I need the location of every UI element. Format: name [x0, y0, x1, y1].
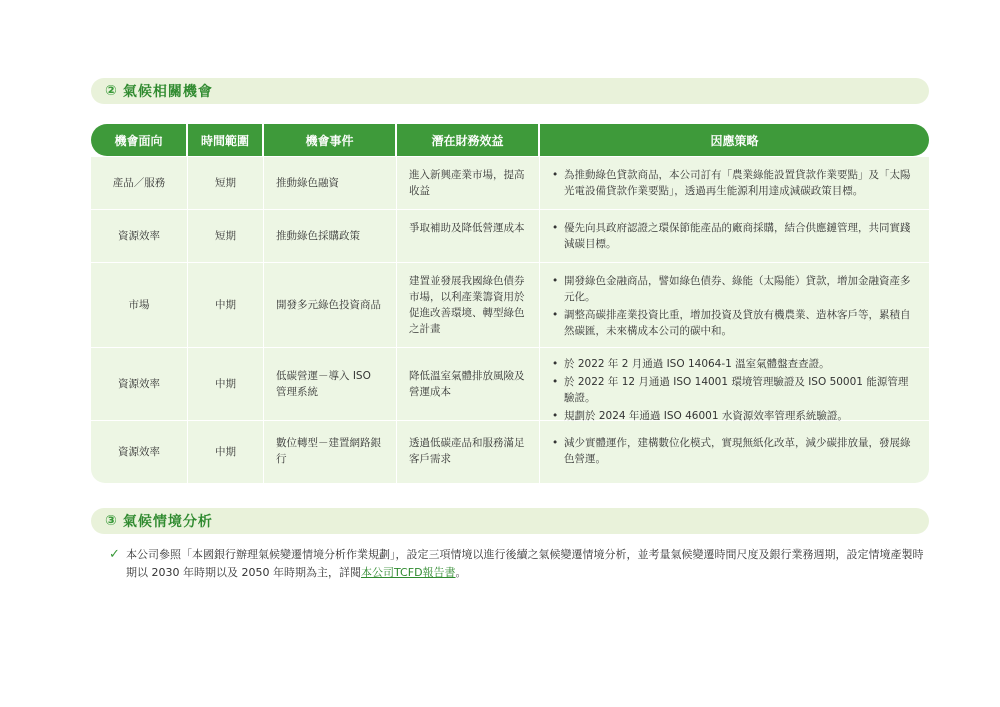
strategy-item: • 於 2022 年 2 月通過 ISO 14064-1 溫室氣體盤查查證。 [552, 356, 917, 372]
strategy-item: • 優先向具政府認證之環保節能產品的廠商採購，結合供應鏈管理，共同實踐減碳目標。 [552, 220, 917, 252]
strategy-item: • 調整高碳排產業投資比重，增加投資及貸放有機農業、造林客戶等，累積自然碳匯，未來構成本公司的碳中和。 [552, 307, 917, 339]
opportunities-table [91, 124, 929, 483]
table-body [91, 157, 929, 483]
cell-aspect: 資源效率 [91, 348, 188, 420]
strategy-item: • 開發綠色金融商品，譬如綠色債券、綠能（太陽能）貸款，增加金融資產多元化。 [552, 273, 917, 305]
table-row [91, 348, 929, 421]
table-header [91, 124, 929, 156]
header-strategy: 因應策略 [710, 133, 759, 148]
cell-strategy [540, 157, 929, 209]
section-heading-scenario [91, 508, 929, 534]
note-text: 本公司參照「本國銀行辦理氣候變遷情境分析作業規劃」，設定三項情境以進行後續之氣候變遷情境分析，並考量氣候變遷時間尺度及銀行業務週期，設定情境產製時期以 2030 年時期以及 2050 年時期為主，詳閱 [126, 548, 924, 579]
cell-event: 推動綠色採購政策 [264, 210, 397, 262]
table-row [91, 210, 929, 263]
tcfd-report-link[interactable]: 本公司TCFD報告書 [360, 566, 456, 579]
cell-strategy [540, 210, 929, 262]
table-row [91, 263, 929, 348]
header-aspect: 機會面向 [91, 124, 188, 156]
cell-time: 中期 [188, 263, 264, 347]
strategy-item: • 於 2022 年 12 月通過 ISO 14001 環境管理驗證及 ISO 50001 能源管理驗證。 [552, 374, 917, 406]
cell-event: 開發多元綠色投資商品 [264, 263, 397, 347]
cell-time: 中期 [188, 348, 264, 420]
cell-benefit: 降低溫室氣體排放風險及營運成本 [397, 348, 540, 420]
cell-benefit: 透過低碳產品和服務滿足客戶需求 [397, 421, 540, 483]
section-number: ② [105, 83, 117, 99]
note-end: 。 [455, 566, 467, 579]
header-time: 時間範圍 [188, 124, 264, 156]
cell-time: 短期 [188, 210, 264, 262]
cell-event: 推動綠色融資 [264, 157, 397, 209]
cell-strategy [540, 421, 929, 483]
header-event: 機會事件 [264, 124, 397, 156]
strategy-item: • 減少實體運作，建構數位化模式，實現無紙化改革，減少碳排放量，發展綠色營運。 [552, 435, 917, 467]
cell-benefit: 進入新興產業市場，提高收益 [397, 157, 540, 209]
checkmark-icon: ✓ [109, 547, 120, 562]
cell-benefit: 爭取補助及降低營運成本 [397, 210, 540, 262]
cell-aspect: 市場 [91, 263, 188, 347]
strategy-item: • 規劃於 2024 年通過 ISO 46001 水資源效率管理系統驗證。 [552, 408, 917, 424]
cell-aspect: 資源效率 [91, 421, 188, 483]
cell-time: 中期 [188, 421, 264, 483]
section-title: 氣候相關機會 [122, 84, 213, 100]
section-heading-opportunities [91, 78, 929, 104]
section-title: 氣候情境分析 [122, 514, 213, 530]
cell-aspect: 資源效率 [91, 210, 188, 262]
cell-event: 低碳營運－導入 ISO 管理系統 [264, 348, 397, 420]
table-row [91, 421, 929, 483]
section-number: ③ [105, 513, 117, 529]
header-benefit: 潛在財務效益 [397, 124, 540, 156]
cell-time: 短期 [188, 157, 264, 209]
scenario-note [109, 546, 926, 582]
cell-benefit: 建置並發展我國綠色債券市場，以利產業籌資用於促進改善環境、轉型綠色之計畫 [397, 263, 540, 347]
cell-event: 數位轉型－建置網路銀行 [264, 421, 397, 483]
strategy-item: • 為推動綠色貸款商品，本公司訂有「農業綠能設置貸款作業要點」及「太陽光電設備貸款作業要點」，透過再生能源利用達成減碳政策目標。 [552, 167, 917, 199]
cell-strategy [540, 263, 929, 347]
cell-strategy [540, 348, 929, 420]
table-row [91, 157, 929, 210]
cell-aspect: 產品／服務 [91, 157, 188, 209]
